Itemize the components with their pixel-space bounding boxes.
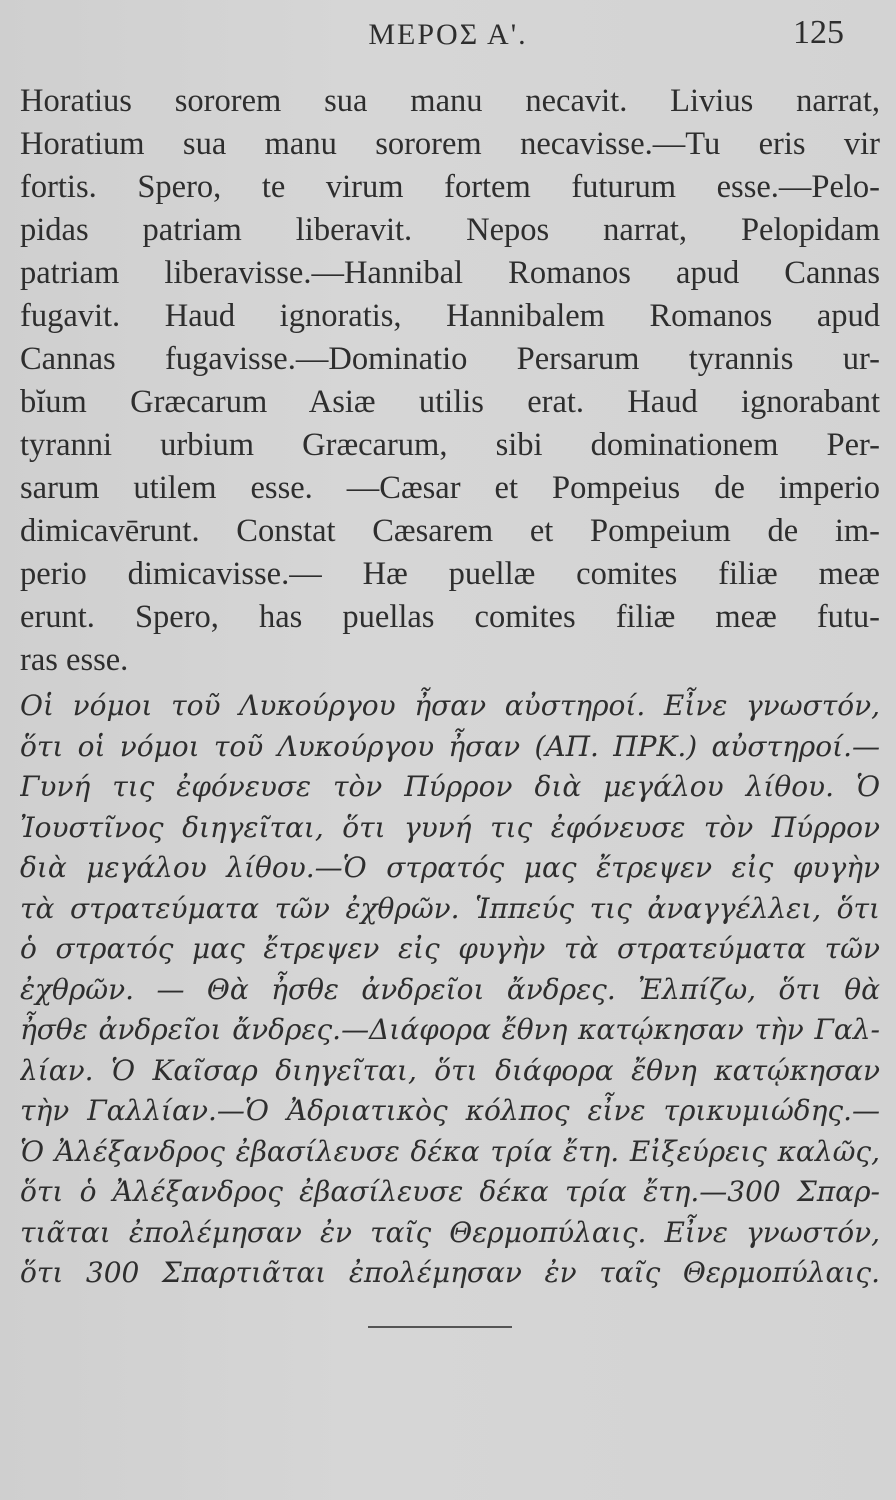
- text-line: Ἰουστῖνος διηγεῖται, ὅτι γυνή τις ἐφόνευσε τὸν Πύρρον: [20, 810, 880, 844]
- text-line: Οἱ νόμοι τοῦ Λυκούργου ἦσαν αὐστηροί. Εἶνε γνωστόν,: [20, 689, 880, 722]
- text-line: fugavit. Haud ignoratis, Hannibalem Romanos apud: [20, 298, 880, 334]
- text-line: erunt. Spero, has puellas comites filiæ meæ futu-: [20, 599, 880, 635]
- text-line: ὅτι ὁ Ἀλέξανδρος ἐβασίλευσε δέκα τρία ἔτη.—300 Σπαρ-: [20, 1175, 880, 1208]
- text-line: ἦσθε ἀνδρεῖοι ἄνδρες.—Διάφορα ἔθνη κατῴκησαν τὴν Γαλ-: [20, 1013, 880, 1046]
- text-line: Cannas fugavisse.—Dominatio Persarum tyrannis ur-: [20, 341, 880, 377]
- page-number: 125: [793, 14, 844, 51]
- text-line: τὴν Γαλλίαν.—Ὁ Ἀδριατικὸς κόλπος εἶνε τρικυμιώδης.—: [20, 1094, 880, 1127]
- text-line: bĭum Græcarum Asiæ utilis erat. Haud ignorabant: [20, 384, 880, 420]
- text-line: Γυνή τις ἐφόνευσε τὸν Πύρρον διὰ μεγάλου λίθου. Ὁ: [20, 770, 880, 803]
- latin-exercise-block: [20, 80, 880, 682]
- text-line: dimicavērunt. Constat Cæsarem et Pompeium de im-: [20, 513, 880, 549]
- text-line: ἐχθρῶν. — Θὰ ἦσθε ἀνδρεῖοι ἄνδρες. Ἐλπίζω, ὅτι θὰ: [20, 972, 880, 1006]
- text-line: pidas patriam liberavit. Nepos narrat, Pelopidam: [20, 212, 880, 248]
- page-body: [20, 80, 880, 1294]
- text-line: ὅτι 300 Σπαρτιᾶται ἐπολέμησαν ἐν ταῖς Θερμοπύλαις.: [20, 1256, 880, 1289]
- text-line: Ὁ Ἀλέξανδρος ἐβασίλευσε δέκα τρία ἔτη. Εἰξεύρεις καλῶς,: [20, 1134, 880, 1168]
- text-line: Horatius sororem sua manu necavit. Livius narrat,: [20, 83, 880, 119]
- text-line: fortis. Spero, te virum fortem futurum esse.—Pelo-: [20, 169, 880, 205]
- running-header: ΜΕΡΟΣ Α'.: [368, 18, 528, 51]
- text-line: sarum utilem esse. —Cæsar et Pompeius de imperio: [20, 470, 880, 506]
- text-line: perio dimicavisse.— Hæ puellæ comites filiæ meæ: [20, 556, 880, 592]
- text-line: tyranni urbium Græcarum, sibi dominationem Per-: [20, 427, 880, 463]
- text-line: λίαν. Ὁ Καῖσαρ διηγεῖται, ὅτι διάφορα ἔθνη κατῴκησαν: [20, 1053, 880, 1087]
- greek-exercise-block: [20, 686, 880, 1294]
- text-line: ras esse.: [20, 642, 129, 678]
- text-line: τιᾶται ἐπολέμησαν ἐν ταῖς Θερμοπύλαις. Εἶνε γνωστόν,: [20, 1215, 880, 1249]
- text-line: Horatium sua manu sororem necavisse.—Tu eris vir: [20, 126, 880, 162]
- text-line: patriam liberavisse.—Hannibal Romanos apud Cannas: [20, 255, 880, 291]
- text-line: ὅτι οἱ νόμοι τοῦ Λυκούργου ἦσαν (ΑΠ. ΠΡΚ.) αὐστηροί.—: [20, 729, 880, 763]
- text-line: διὰ μεγάλου λίθου.—Ὁ στρατός μας ἔτρεψεν εἰς φυγὴν: [20, 851, 880, 884]
- text-line: ὁ στρατός μας ἔτρεψεν εἰς φυγὴν τὰ στρατεύματα τῶν: [20, 932, 880, 965]
- section-rule: [368, 1326, 512, 1328]
- text-line: τὰ στρατεύματα τῶν ἐχθρῶν. Ἱππεύς τις ἀναγγέλλει, ὅτι: [20, 891, 880, 925]
